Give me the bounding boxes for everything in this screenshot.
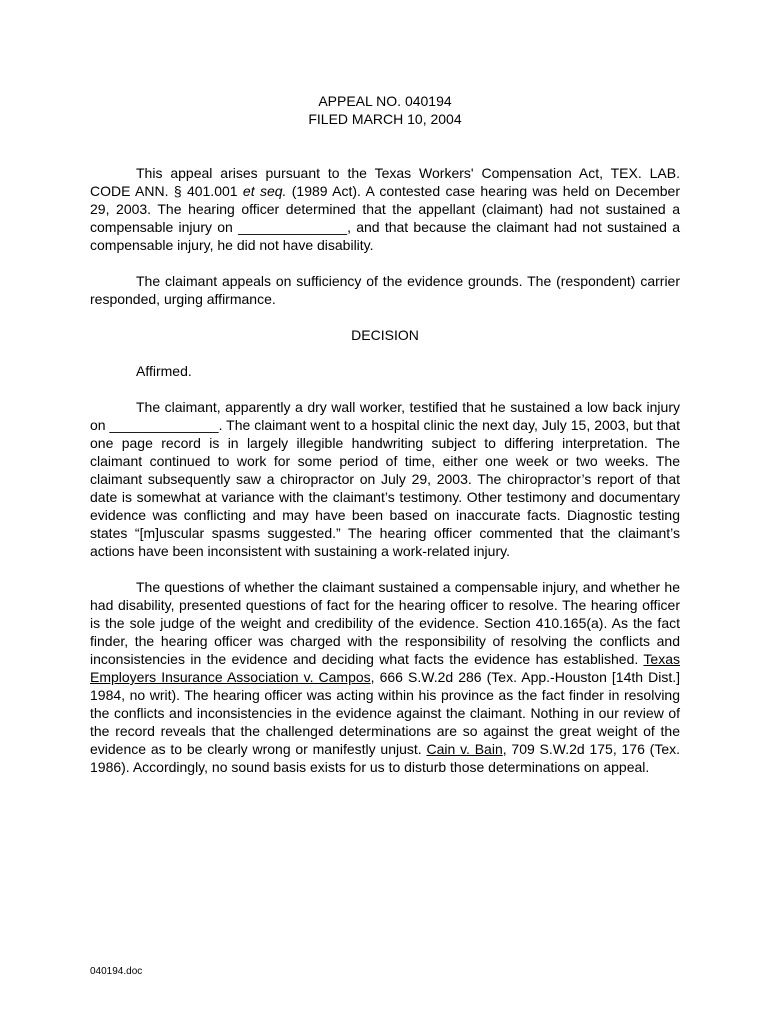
redacted-injury-date-blank: ______________ bbox=[109, 417, 219, 433]
redacted-date-blank: ______________ bbox=[238, 219, 348, 235]
intro-text-3: , and that because the claimant had not sustained a compensable injury, he did not have disability. bbox=[90, 219, 680, 253]
analysis-text-3: , 709 S.W.2d 175, 176 (Tex. 1986). Accordingly, no sound basis exists for us to disturb those determinations on appeal. bbox=[90, 741, 680, 775]
facts-text-1: The claimant, apparently a dry wall worker, testified that he sustained a low back injury on bbox=[90, 399, 680, 433]
analysis-text-1: The questions of whether the claimant sustained a compensable injury, and whether he had disability, presented questions of fact for the hearing officer to resolve. The hearing officer is the sole judge of the weight and credibility of the evidence. Section 410.165(a). As the fact finder, the hearing officer was charged with the responsibility of resolving the conflicts and inconsistencies in the evidence and deciding what facts the evidence has established. bbox=[90, 579, 680, 667]
affirmed-text: Affirmed. bbox=[136, 363, 192, 379]
facts-text-2: . The claimant went to a hospital clinic the next day, July 15, 2003, but that one page record is in largely illegible handwriting subject to differing interpretation. The claimant continued to work for some period of time, either one week or two weeks. The claimant subsequently saw a chiropractor on July 29, 2003. The chiropractor’s report of that date is somewhat at variance with the claimant’s testimony. Other testimony and documentary evidence was conflicting and may have been based on inaccurate facts. Diagnostic testing states “[m]uscular spasms suggested.” The hearing officer commented that the claimant’s actions have been inconsistent with sustaining a work-related injury. bbox=[90, 417, 680, 559]
appeal-number: APPEAL NO. 040194 bbox=[318, 93, 452, 109]
intro-italic: et seq. bbox=[242, 183, 287, 199]
footer-filename: 040194.doc bbox=[90, 966, 143, 977]
document-body bbox=[90, 92, 680, 776]
decision-heading: DECISION bbox=[351, 327, 419, 343]
case-citation-cain: Cain v. Bain bbox=[426, 741, 503, 757]
paragraph-analysis bbox=[90, 578, 680, 776]
case-citation-campos: Texas Employers Insurance Association v. Campos bbox=[90, 651, 680, 685]
document-header bbox=[90, 92, 680, 128]
paragraph-intro bbox=[90, 164, 680, 254]
intro-text-2: (1989 Act). A contested case hearing was held on December 29, 2003. The hearing officer determined that the appellant (claimant) had not sustained a compensable injury on bbox=[90, 183, 681, 235]
paragraph-facts bbox=[90, 398, 680, 560]
intro-text-1: This appeal arises pursuant to the Texas Workers' Compensation Act, TEX. LAB. CODE ANN. § 401.001 bbox=[90, 165, 680, 199]
analysis-text-2: , 666 S.W.2d 286 (Tex. App.-Houston [14th Dist.] 1984, no writ). The hearing officer was acting within his province as the fact finder in resolving the conflicts and inconsistencies in the evidence against the claimant. Nothing in our review of the record reveals that the challenged determinations are so against the great weight of the evidence as to be clearly wrong or manifestly unjust. bbox=[90, 669, 680, 757]
filed-date: FILED MARCH 10, 2004 bbox=[308, 111, 462, 127]
paragraph-appeal: The claimant appeals on sufficiency of the evidence grounds. The (respondent) carrier responded, urging affirmance. bbox=[90, 273, 680, 307]
